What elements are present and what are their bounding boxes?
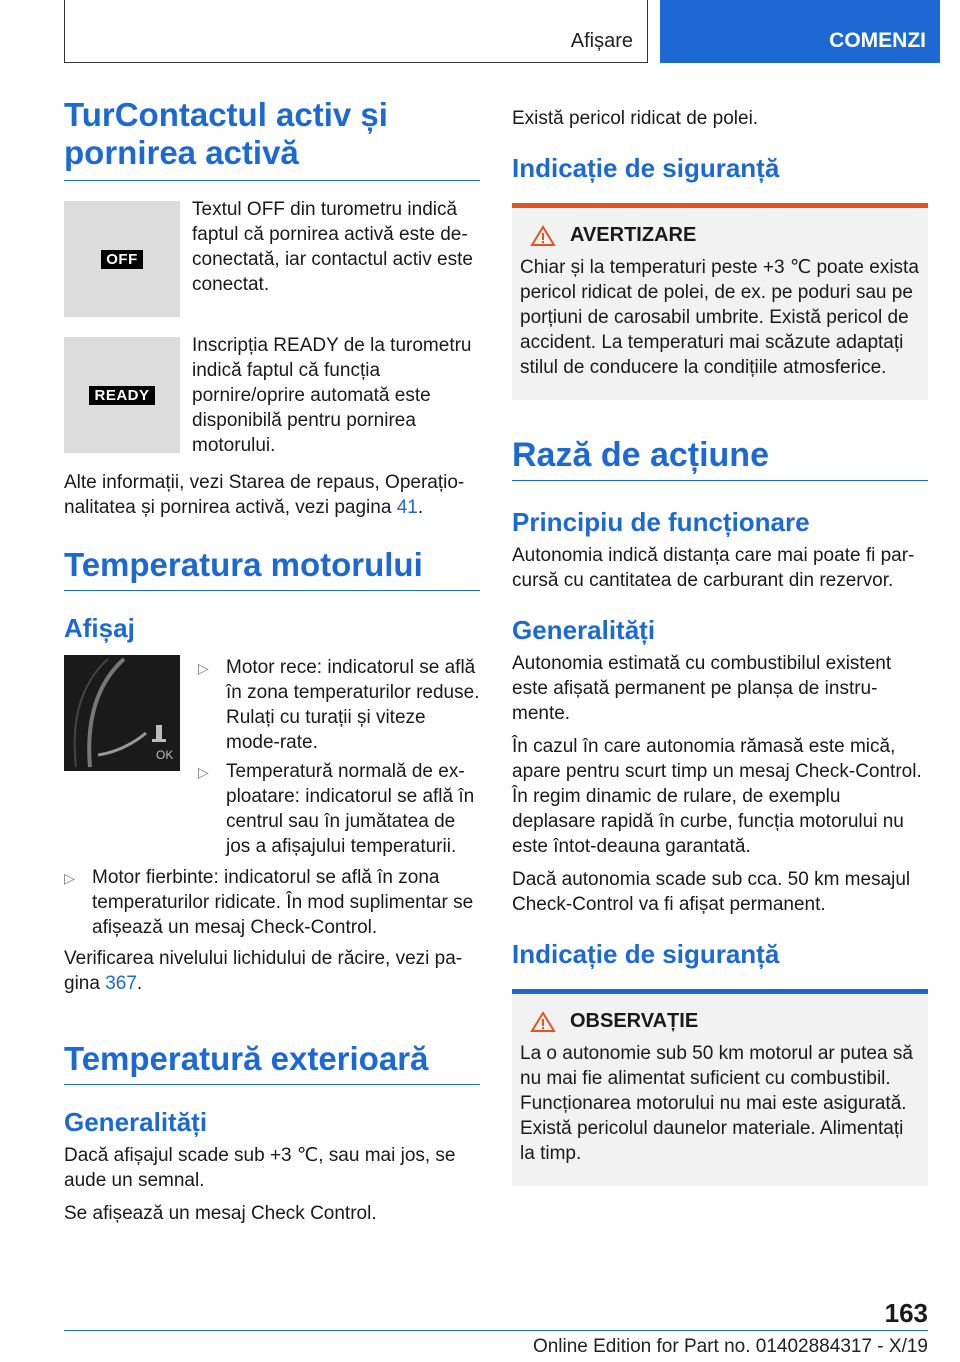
ready-description: Inscripția READY de la turometru indică faptul că funcția pornire/oprire automată este disponibilă pentru pornirea motorului.	[192, 335, 472, 456]
ice-risk-paragraph: Există pericol ridicat de polei.	[512, 108, 759, 129]
warning-box	[512, 203, 928, 400]
temperature-gauge-image	[64, 655, 180, 771]
triangle-bullet-icon: ▷	[198, 660, 209, 676]
notice-triangle-icon	[530, 1011, 556, 1033]
footer-divider	[64, 1330, 928, 1331]
range-paragraph-2: În cazul în care autonomia rămasă este mică, apare pentru scurt timp un mesaj Check-Control. În regim dinamic de rulare, de exemplu deplasare rapidă în curbe, funcția motorului nu este întot-deauna garantată.	[512, 736, 922, 857]
coolant-text: Verificarea nivelului lichidului de răcire, vezi pa-gina	[64, 948, 463, 994]
off-row	[64, 201, 480, 317]
header-section-title: Afișare	[570, 30, 633, 52]
bullet-normal-temp	[198, 759, 480, 859]
triangle-bullet-icon: ▷	[64, 870, 75, 886]
bullet-hot-engine	[64, 865, 480, 940]
warning-title: AVERTIZARE	[570, 224, 697, 246]
warning-text: Chiar și la temperaturi peste +3 ℃ poate exista pericol ridicat de polei, de ex. pe poduri sau pe porțiuni de carosabil umbrite. Există pericol de accident. La temperaturi mai scăzute adaptați stilul de conducere la condițiile atmosferice.	[520, 257, 919, 378]
bullet-text: Motor fierbinte: indicatorul se află în zona temperaturilor ridicate. În mod suplimentar se afișează un mesaj Check-Control.	[92, 867, 474, 938]
triangle-bullet-icon: ▷	[198, 764, 209, 780]
coolant-paragraph: Verificarea nivelului lichidului de răcire, vezi pa-gina 367.	[64, 948, 463, 994]
warning-header	[520, 224, 920, 247]
more-info-paragraph: Alte informații, vezi Starea de repaus, Operațio-nalitatea și pornirea activă, vezi pagina 41.	[64, 472, 465, 518]
off-description: Textul OFF din turometru indică faptul că pornirea activă este de-conectată, iar contactul activ este conectat.	[192, 199, 473, 295]
general-paragraph-1: Dacă afișajul scade sub +3 ℃, sau mai jos, se aude un semnal.	[64, 1145, 456, 1191]
inline-bullets	[198, 655, 480, 859]
left-column	[64, 96, 480, 1226]
subsection-general: Generalități	[64, 1107, 208, 1137]
principle-paragraph: Autonomia indică distanța care mai poate fi par-cursă cu cantitatea de carburant din rezervor.	[512, 545, 915, 591]
subsection-safety-1: Indicație de siguranță	[512, 153, 780, 183]
footer-edition: Online Edition for Part no. 01402884317 - X/19	[532, 1336, 928, 1357]
ready-row	[64, 337, 480, 458]
notice-text: La o autonomie sub 50 km motorul ar putea să nu mai fie alimentat suficient cu combustibil. Funcționarea motorului nu mai este asigurată. Există pericolul daunelor materiale. Alimentați la timp.	[520, 1043, 913, 1164]
right-column	[512, 106, 928, 1186]
gauge-row	[64, 655, 480, 859]
bullet-text: Temperatură normală de ex-ploatare: indicatorul se află în centrul sau în jumătatea de jos a afișajului temperaturii.	[226, 761, 475, 857]
subsection-safety-2: Indicație de siguranță	[512, 939, 780, 969]
notice-title: OBSERVAȚIE	[570, 1010, 699, 1032]
range-paragraph-3: Dacă autonomia scade sub cca. 50 km mesajul Check-Control va fi afișat permanent.	[512, 869, 911, 915]
notice-header	[520, 1010, 920, 1033]
more-info-text: Alte informații, vezi Starea de repaus, Operațio-nalitatea și pornirea activă, vezi pagina	[64, 472, 465, 518]
header-tab-comenzi[interactable]	[660, 0, 940, 63]
range-paragraph-1: Autonomia estimată cu combustibilul existent este afișată permanent pe planșa de instru-mente.	[512, 653, 892, 724]
notice-box	[512, 989, 928, 1186]
subsection-display: Afișaj	[64, 613, 135, 643]
gauge-arc-icon	[64, 655, 180, 771]
off-badge: OFF	[101, 250, 143, 269]
section-title-outside-temp: Temperatură exterioară	[64, 1040, 480, 1085]
warning-triangle-icon	[530, 225, 556, 247]
bullet-text: Motor rece: indicatorul se află în zona temperaturilor reduse. Rulați cu turații și viteze mode-rate.	[226, 657, 480, 753]
page-number: 163	[884, 1298, 928, 1328]
gauge-ok-label: OK	[156, 748, 174, 762]
header-tab-label: COMENZI	[829, 29, 926, 52]
header-frame	[64, 0, 648, 63]
subsection-general-right: Generalități	[512, 615, 656, 645]
page-link-367[interactable]: 367	[105, 973, 137, 994]
section-title-active-start: TurContactul activ și pornirea activă	[64, 96, 480, 181]
off-indicator-image	[64, 201, 180, 317]
section-title-range: Rază de acțiune	[512, 436, 928, 481]
bullet-cold-engine	[198, 655, 480, 755]
ready-indicator-image	[64, 337, 180, 453]
page-link-41[interactable]: 41	[396, 497, 418, 518]
general-paragraph-2: Se afișează un mesaj Check Control.	[64, 1203, 377, 1224]
ready-badge: READY	[89, 386, 154, 405]
section-title-engine-temp: Temperatura motorului	[64, 546, 480, 591]
subsection-principle: Principiu de funcționare	[512, 507, 810, 537]
